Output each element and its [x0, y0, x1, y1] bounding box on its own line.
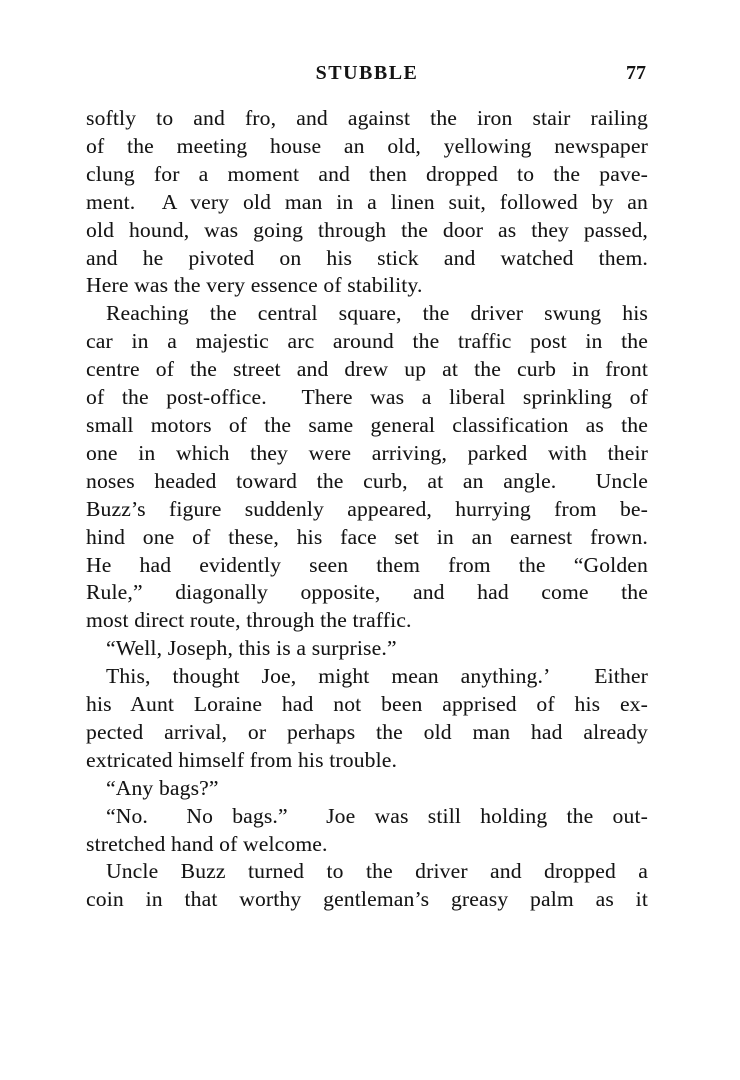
- running-header: [86, 62, 648, 88]
- text-line: hind one of these, his face set in an earnest frown.: [86, 524, 648, 549]
- text-line: and he pivoted on his stick and watched them.: [86, 245, 648, 270]
- text-line: clung for a moment and then dropped to the pave-: [86, 161, 648, 186]
- text-line: extricated himself from his trouble.: [86, 747, 398, 772]
- text-line: car in a majestic arc around the traffic post in the: [86, 329, 648, 354]
- page-text: [86, 105, 648, 914]
- text-line: ment. A very old man in a linen suit, followed by an: [86, 189, 648, 214]
- text-line: Here was the very essence of stability.: [86, 273, 423, 298]
- text-line: This, thought Joe, might mean anything.’ Either: [106, 664, 648, 689]
- text-line: He had evidently seen them from the “Golden: [86, 552, 648, 577]
- text-line: one in which they were arriving, parked with their: [86, 440, 648, 465]
- text-line: Reaching the central square, the driver swung his: [106, 301, 648, 326]
- text-line: coin in that worthy gentleman’s greasy palm as it: [86, 887, 648, 912]
- running-header-title: STUBBLE: [315, 62, 419, 84]
- text-line: old hound, was going through the door as they passed,: [86, 217, 648, 242]
- text-line: of the post-office. There was a liberal sprinkling of: [86, 385, 648, 410]
- page-number: 77: [626, 62, 646, 84]
- text-line: “Any bags?”: [106, 775, 219, 800]
- text-line: most direct route, through the traffic.: [86, 608, 412, 633]
- text-line: “No. No bags.” Joe was still holding the out-: [106, 803, 648, 828]
- text-line: centre of the street and drew up at the curb in front: [86, 357, 648, 382]
- text-line: of the meeting house an old, yellowing newspaper: [86, 133, 648, 158]
- text-line: Rule,” diagonally opposite, and had come the: [86, 580, 648, 605]
- text-line: his Aunt Loraine had not been apprised of his ex-: [86, 692, 648, 717]
- text-line: Buzz’s figure suddenly appeared, hurrying from be-: [86, 496, 648, 521]
- text-line: “Well, Joseph, this is a surprise.”: [106, 636, 397, 661]
- text-line: pected arrival, or perhaps the old man had already: [86, 719, 648, 744]
- text-line: small motors of the same general classification as the: [86, 412, 648, 437]
- text-line: stretched hand of welcome.: [86, 831, 328, 856]
- text-line: Uncle Buzz turned to the driver and dropped a: [106, 859, 648, 884]
- text-line: noses headed toward the curb, at an angle. Uncle: [86, 468, 648, 493]
- text-line: softly to and fro, and against the iron stair railing: [86, 106, 648, 130]
